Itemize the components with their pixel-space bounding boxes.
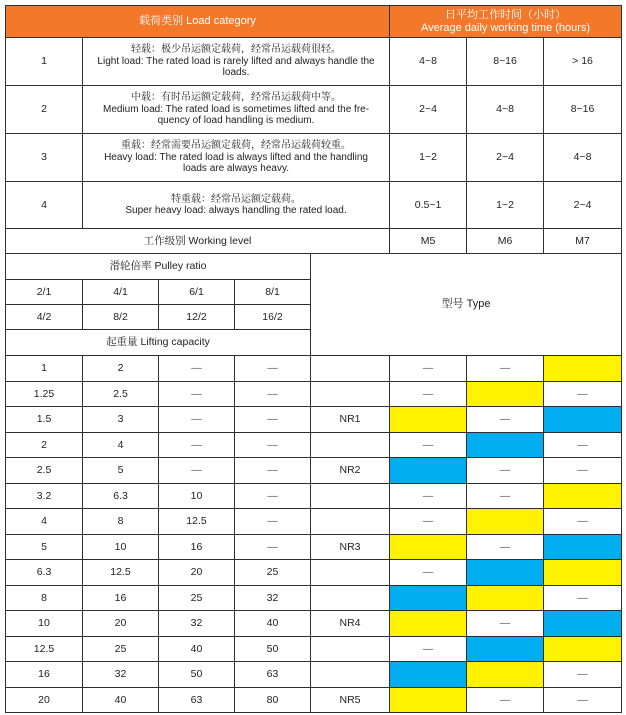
working-level-empty-cell: —: [544, 509, 622, 535]
capacity-row: [6, 560, 622, 586]
capacity-row: [6, 483, 622, 509]
working-time-header: [390, 6, 622, 38]
working-level-empty-cell: —: [544, 381, 622, 407]
load-description: [83, 38, 390, 86]
working-hours-cell: 2~4: [544, 182, 622, 229]
load-desc-en: Medium load: The rated load is sometimes lifted and the fre-: [102, 103, 370, 115]
model-cell: [311, 483, 390, 509]
capacity-cell: —: [235, 509, 311, 535]
working-level-blue-cell: [544, 611, 622, 637]
capacity-cell: 10: [159, 483, 235, 509]
pulley-ratio-cell: 12/2: [159, 305, 235, 330]
working-level-empty-cell: —: [544, 687, 622, 713]
load-number: 3: [6, 134, 83, 182]
capacity-cell: 6.3: [83, 483, 159, 509]
model-cell: NR4: [311, 611, 390, 637]
working-level-blue-cell: [467, 560, 544, 586]
working-level-yellow-cell: [390, 534, 467, 560]
capacity-cell: 6.3: [6, 560, 83, 586]
model-cell: [311, 662, 390, 688]
model-cell: [311, 509, 390, 535]
working-level-yellow-cell: [544, 483, 622, 509]
capacity-cell: 2: [6, 432, 83, 458]
working-hours-cell: 4~8: [390, 38, 467, 86]
working-level-empty-cell: —: [390, 560, 467, 586]
load-number: 2: [6, 86, 83, 134]
capacity-cell: 50: [159, 662, 235, 688]
pulley-ratio-cell: 16/2: [235, 305, 311, 330]
load-desc-en: Super heavy load: always handling the rated load.: [125, 205, 347, 216]
capacity-cell: 20: [159, 560, 235, 586]
load-desc-en: Heavy load: The rated load is always lifted and the handling: [104, 151, 368, 163]
pulley-ratio-cell: 8/2: [83, 305, 159, 330]
load-category-table: [5, 5, 622, 713]
working-level-empty-cell: —: [467, 356, 544, 382]
model-cell: NR1: [311, 407, 390, 433]
capacity-cell: —: [235, 458, 311, 484]
working-level-empty-cell: —: [467, 687, 544, 713]
capacity-cell: 40: [235, 611, 311, 637]
capacity-cell: 4: [83, 432, 159, 458]
capacity-cell: 1: [6, 356, 83, 382]
capacity-row: [6, 432, 622, 458]
capacity-cell: 16: [6, 662, 83, 688]
lifting-capacity-label: 起重量 Lifting capacity: [6, 330, 311, 356]
working-level-empty-cell: —: [390, 509, 467, 535]
capacity-cell: 20: [83, 611, 159, 637]
capacity-cell: 5: [6, 534, 83, 560]
working-level-empty-cell: —: [390, 381, 467, 407]
load-description: [83, 182, 390, 229]
model-cell: [311, 585, 390, 611]
pulley-ratio-cell: 4/2: [6, 305, 83, 330]
capacity-row: [6, 687, 622, 713]
working-level-blue-cell: [390, 662, 467, 688]
load-description: [83, 134, 390, 182]
capacity-cell: 32: [235, 585, 311, 611]
capacity-cell: 12.5: [159, 509, 235, 535]
capacity-row: [6, 611, 622, 637]
capacity-cell: 2.5: [6, 458, 83, 484]
load-row: [6, 182, 622, 229]
capacity-cell: 3: [83, 407, 159, 433]
pulley-ratio-label: 滑轮倍率 Pulley ratio: [6, 254, 311, 280]
pulley-ratio-cell: 6/1: [159, 280, 235, 305]
working-level-cell: M5: [390, 229, 467, 254]
capacity-row: [6, 662, 622, 688]
load-desc-cn: 重载：经常需要吊运额定载荷，经常吊运载荷较重。: [121, 140, 352, 152]
working-level-blue-cell: [390, 458, 467, 484]
capacity-cell: 63: [159, 687, 235, 713]
working-hours-cell: 4~8: [467, 86, 544, 134]
working-level-blue-cell: [390, 585, 467, 611]
capacity-row: [6, 356, 622, 382]
working-level-row: [6, 229, 622, 254]
capacity-cell: 40: [83, 687, 159, 713]
capacity-cell: 1.25: [6, 381, 83, 407]
load-desc-en: Light load: The rated load is rarely lifted and always handle the: [97, 55, 375, 67]
working-level-empty-cell: —: [390, 432, 467, 458]
capacity-cell: 16: [83, 585, 159, 611]
load-desc-cn: 中载：有时吊运额定载荷，经常吊运载荷中等。: [131, 92, 342, 104]
capacity-cell: 63: [235, 662, 311, 688]
model-cell: [311, 356, 390, 382]
working-hours-cell: 2~4: [390, 86, 467, 134]
working-hours-cell: 4~8: [544, 134, 622, 182]
capacity-cell: 2.5: [83, 381, 159, 407]
load-category-header: 载荷类别 Load category: [6, 6, 390, 38]
working-level-yellow-cell: [390, 687, 467, 713]
load-desc-en-cont: quency of load handling is medium.: [157, 115, 315, 127]
working-level-yellow-cell: [467, 585, 544, 611]
capacity-cell: 12.5: [83, 560, 159, 586]
load-desc-en-cont: loads.: [222, 67, 250, 79]
pulley-ratio-cell: 4/1: [83, 280, 159, 305]
working-hours-cell: 2~4: [467, 134, 544, 182]
working-hours-cell: 1~2: [467, 182, 544, 229]
working-level-empty-cell: —: [467, 483, 544, 509]
capacity-cell: 16: [159, 534, 235, 560]
capacity-cell: 10: [83, 534, 159, 560]
load-desc-cn: 轻载：极少吊运额定载荷，经常吊运载荷很轻。: [131, 44, 342, 56]
capacity-cell: 8: [6, 585, 83, 611]
working-level-empty-cell: —: [390, 483, 467, 509]
capacity-cell: —: [159, 458, 235, 484]
working-level-yellow-cell: [544, 636, 622, 662]
working-hours-cell: 1~2: [390, 134, 467, 182]
working-level-empty-cell: —: [467, 611, 544, 637]
working-level-yellow-cell: [390, 407, 467, 433]
capacity-cell: —: [159, 381, 235, 407]
pulley-ratio-cell: 8/1: [235, 280, 311, 305]
model-cell: NR5: [311, 687, 390, 713]
working-level-empty-cell: —: [544, 432, 622, 458]
capacity-cell: 4: [6, 509, 83, 535]
capacity-row: [6, 585, 622, 611]
model-cell: [311, 636, 390, 662]
working-level-yellow-cell: [467, 662, 544, 688]
working-level-label: 工作级别 Working level: [6, 229, 390, 254]
model-cell: [311, 560, 390, 586]
capacity-cell: 32: [83, 662, 159, 688]
load-row: [6, 134, 622, 182]
load-number: 1: [6, 38, 83, 86]
model-cell: [311, 381, 390, 407]
capacity-cell: —: [235, 381, 311, 407]
model-cell: NR3: [311, 534, 390, 560]
capacity-cell: —: [235, 407, 311, 433]
capacity-cell: 5: [83, 458, 159, 484]
working-level-empty-cell: —: [467, 458, 544, 484]
working-level-yellow-cell: [544, 356, 622, 382]
model-cell: [311, 432, 390, 458]
capacity-cell: 80: [235, 687, 311, 713]
capacity-cell: —: [235, 483, 311, 509]
working-level-empty-cell: —: [390, 356, 467, 382]
capacity-row: [6, 636, 622, 662]
working-level-empty-cell: —: [467, 534, 544, 560]
working-level-empty-cell: —: [544, 458, 622, 484]
working-hours-cell: 8~16: [467, 38, 544, 86]
capacity-cell: 2: [83, 356, 159, 382]
load-row: [6, 38, 622, 86]
working-level-empty-cell: —: [467, 407, 544, 433]
capacity-cell: 10: [6, 611, 83, 637]
working-hours-cell: 8~16: [544, 86, 622, 134]
capacity-cell: 25: [235, 560, 311, 586]
working-level-blue-cell: [544, 407, 622, 433]
working-time-cn: 日平均工作时间（小时）: [445, 8, 567, 21]
header-row: [6, 6, 622, 38]
working-level-blue-cell: [467, 636, 544, 662]
load-number: 4: [6, 182, 83, 229]
capacity-cell: 25: [159, 585, 235, 611]
load-row: [6, 86, 622, 134]
working-level-blue-cell: [467, 432, 544, 458]
capacity-row: [6, 407, 622, 433]
capacity-row: [6, 458, 622, 484]
capacity-cell: 40: [159, 636, 235, 662]
working-level-empty-cell: —: [390, 636, 467, 662]
capacity-cell: 50: [235, 636, 311, 662]
working-level-cell: M6: [467, 229, 544, 254]
capacity-cell: —: [159, 407, 235, 433]
working-level-blue-cell: [544, 534, 622, 560]
load-description: [83, 86, 390, 134]
pulley-label-row: [6, 254, 622, 280]
capacity-cell: 25: [83, 636, 159, 662]
model-cell: NR2: [311, 458, 390, 484]
capacity-cell: 20: [6, 687, 83, 713]
working-level-yellow-cell: [467, 509, 544, 535]
load-desc-en-cont: loads are always heavy.: [183, 163, 289, 175]
working-level-yellow-cell: [390, 611, 467, 637]
capacity-cell: 3.2: [6, 483, 83, 509]
working-time-en: Average daily working time (hours): [420, 21, 591, 34]
capacity-cell: 32: [159, 611, 235, 637]
capacity-cell: —: [235, 534, 311, 560]
working-level-empty-cell: —: [544, 585, 622, 611]
working-hours-cell: > 16: [544, 38, 622, 86]
capacity-row: [6, 509, 622, 535]
type-label: 型号 Type: [311, 254, 622, 356]
load-desc-cn: 特重载：经常吊运额定载荷。: [171, 193, 302, 205]
working-hours-cell: 0.5~1: [390, 182, 467, 229]
capacity-cell: —: [235, 432, 311, 458]
pulley-ratio-cell: 2/1: [6, 280, 83, 305]
capacity-cell: —: [159, 432, 235, 458]
capacity-row: [6, 381, 622, 407]
capacity-row: [6, 534, 622, 560]
capacity-cell: —: [235, 356, 311, 382]
capacity-cell: 12.5: [6, 636, 83, 662]
capacity-cell: 8: [83, 509, 159, 535]
working-level-cell: M7: [544, 229, 622, 254]
capacity-cell: —: [159, 356, 235, 382]
working-level-empty-cell: —: [544, 662, 622, 688]
working-level-yellow-cell: [544, 560, 622, 586]
working-level-yellow-cell: [467, 381, 544, 407]
capacity-cell: 1.5: [6, 407, 83, 433]
